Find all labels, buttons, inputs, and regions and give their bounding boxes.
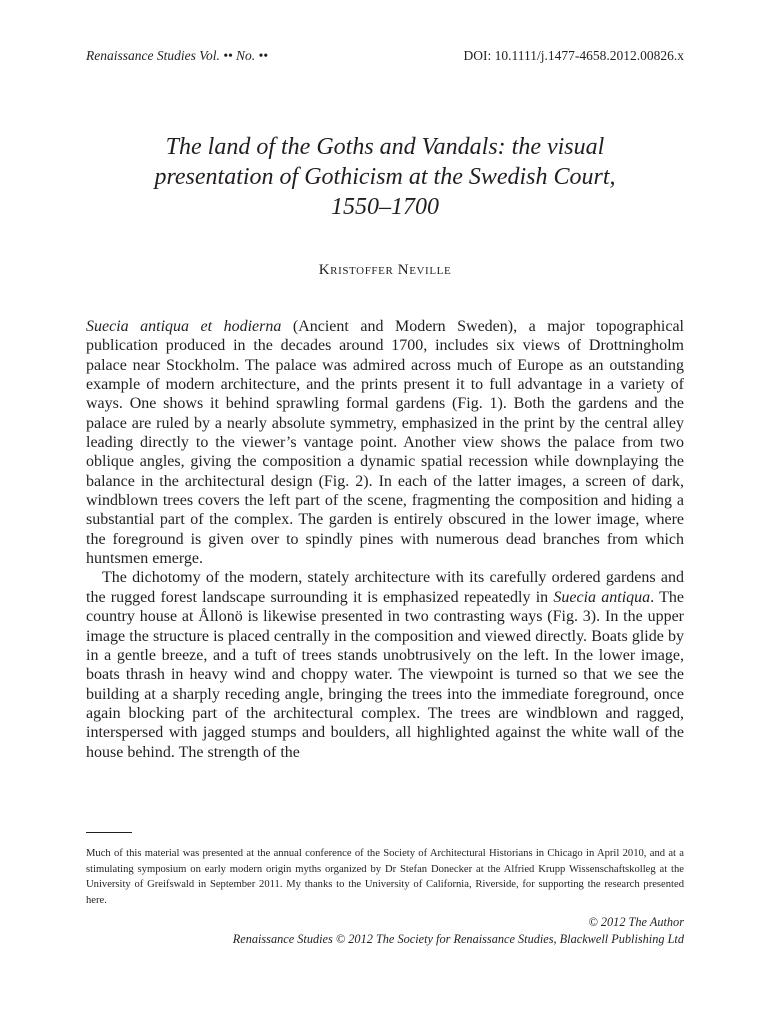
work-title-italic: Suecia antiqua	[553, 588, 651, 606]
paragraph-2-text-b: . The country house at Ållonö is likewise presented in two contrasting ways (Fig. 3). In the upper image the structure is placed centrally in the composition and viewed directly. Boats glide by in a gentle breeze, and a tuft of trees stands unobtrusively on the left. In the lower image, boats thrash in heavy wind and choppy water. The viewpoint is turned so that we see the building at a sharply receding angle, bringing the trees into the immediate foreground, once again blocking part of the architectural complex. The trees are windblown and ragged, interspersed with jagged stumps and boulders, all highlighted against the white wall of the house behind. The strength of the	[86, 588, 684, 761]
paragraph-1	[86, 317, 684, 568]
copyright-publisher: Renaissance Studies © 2012 The Society for Renaissance Studies, Blackwell Publishing Ltd	[232, 932, 684, 946]
work-title-italic: Suecia antiqua et hodierna	[86, 318, 282, 335]
footnote: Much of this material was presented at the annual conference of the Society of Architectural Historians in Chicago in April 2010, and at a stimulating symposium on early modern origin myths organized by Dr Stefan Donecker at the Alfried Krupp Wissenschaftskolleg at the University of Greifswald in September 2011. My thanks to the University of California, Riverside, for supporting the research presented here.	[86, 848, 684, 906]
title-line: 1550–1700	[331, 194, 439, 220]
author-name: Kristoffer Neville	[318, 262, 452, 278]
title-line: The land of the Goths and Vandals: the visual	[165, 134, 605, 160]
running-head	[86, 48, 684, 64]
copyright-author: © 2012 The Author	[588, 915, 684, 929]
paragraph-2	[86, 568, 684, 761]
paragraph-2-text-a: The dichotomy of the modern, stately architecture with its carefully ordered gardens and the rugged forest landscape surrounding it is emphasized repeatedly in	[86, 569, 684, 606]
footnote-divider	[86, 832, 132, 833]
doi-link[interactable]: DOI: 10.1111/j.1477-4658.2012.00826.x	[463, 48, 684, 63]
article-title	[86, 132, 684, 222]
paper-page	[86, 0, 684, 1024]
paragraph-1-text: (Ancient and Modern Sweden), a major topographical publication produced in the decades around 1700, includes six views of Drottningholm palace near Stockholm. The palace was admired across much of Europe as an outstanding example of modern architecture, and the prints present it to full advantage in a variety of ways. One shows it behind sprawling formal gardens (Fig. 1). Both the gardens and the palace are ruled by a nearly absolute symmetry, emphasized in the print by the central alley leading directly to the viewer’s vantage point. Another view shows the palace from two oblique angles, giving the composition a dynamic spatial recession while downplaying the balance in the architectural design (Fig. 2). In each of the latter images, a screen of dark, windblown trees covers the left part of the scene, fragmenting the composition and hiding a substantial part of the complex. The garden is entirely obscured in the lower image, where the foreground is given over to spindly pines with numerous dead branches from which huntsmen emerge.	[86, 318, 685, 568]
article-body	[86, 317, 684, 762]
title-line: presentation of Gothicism at the Swedish Court,	[154, 164, 616, 190]
copyright-notice	[86, 914, 684, 948]
journal-citation: Renaissance Studies Vol. •• No. ••	[86, 48, 269, 63]
